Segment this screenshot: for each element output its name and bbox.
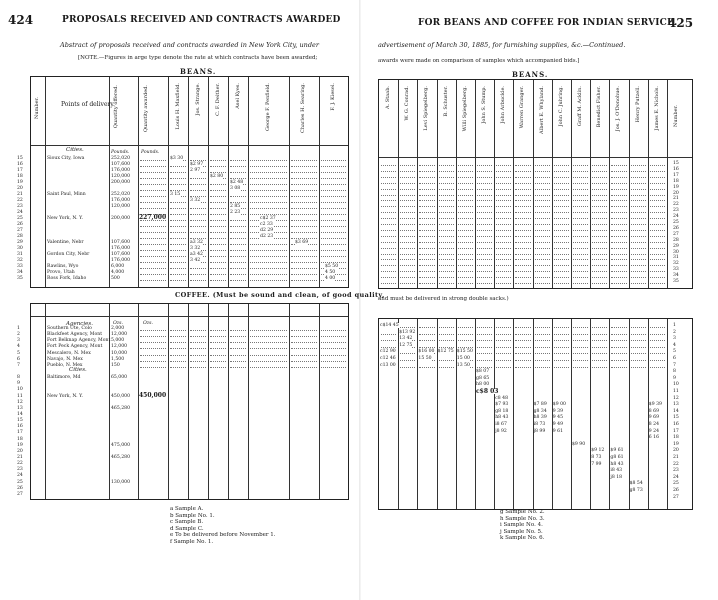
row-number: 20 [673, 448, 679, 454]
row-number: 22 [17, 198, 23, 203]
row-number: 23 [673, 208, 679, 214]
qty-offered: 65,000 [111, 375, 128, 381]
row-number: 29 [673, 243, 679, 249]
row-number: 31 [673, 255, 679, 261]
qty-offered: 5,000 [111, 338, 125, 344]
row-number: 2 [673, 329, 676, 335]
bid-price: a3 42 [190, 252, 203, 257]
bidder-header: Louis H. Maxfield. [175, 83, 181, 130]
right-beans-title: BEANS. [512, 70, 549, 79]
row-number: 8 [673, 369, 676, 375]
row-number: 3 [673, 336, 676, 342]
delivery-point: Gordon City, Nebr [47, 252, 90, 257]
bid-price: 13 42 [399, 336, 413, 342]
delivery-point: Baltimore, Md [47, 375, 81, 381]
left-beans-title: BEANS. [180, 67, 217, 76]
row-number: 27 [17, 228, 23, 233]
unit-label: Pounds. [141, 150, 160, 155]
row-number: 30 [673, 249, 679, 255]
bidder-header: James E. Nichols. [653, 86, 660, 131]
bidder-header: Jos. Strange. [195, 83, 201, 116]
bid-price: 6 16 [648, 435, 660, 441]
row-number: 1 [673, 323, 676, 328]
left-page-number: 424 [8, 13, 34, 27]
bid-price: g8 34 [533, 408, 547, 414]
qty-offered: 200,000 [111, 180, 130, 185]
bidder-header: Benedict Fisher. [596, 86, 603, 128]
row-number: 32 [17, 258, 23, 263]
left-running-head: PROPOSALS RECEIVED AND CONTRACTS AWARDED [62, 15, 341, 25]
row-number: 8 [17, 375, 20, 381]
bid-price: 3 42 [190, 258, 201, 263]
bidder-header: Levi Spiegelberg. [423, 86, 430, 131]
delivery-point: Southern Ute, Colo [47, 326, 92, 331]
unit-label: Ozs. [143, 321, 154, 326]
delivery-point: Navajo, N. Mex [47, 356, 83, 362]
row-number: 6 [673, 356, 676, 361]
row-number: 35 [17, 276, 23, 281]
bid-price: 8 69 [648, 408, 660, 414]
row-number: 20 [17, 448, 23, 454]
row-number: 15 [673, 161, 679, 166]
col-header-points: Points of delivery. [61, 101, 115, 108]
row-number: 5 [17, 350, 20, 356]
right-coffee-note: and must be delivered in strong double sacks.) [378, 296, 509, 302]
bid-price: $7 89 [533, 402, 547, 408]
bid-price: c12 90 [380, 349, 396, 355]
qty-offered: 475,000 [111, 442, 130, 448]
row-number: 17 [673, 428, 679, 434]
bidder-header: Henry Putzell. [634, 86, 641, 123]
row-number: 24 [673, 474, 679, 480]
row-number: 9 [17, 381, 20, 387]
bid-price: j8 92 [495, 428, 507, 434]
bid-price: i8 73 [533, 422, 546, 427]
row-number: 18 [673, 435, 679, 441]
bid-price: c$14 45 [380, 323, 399, 328]
right-page-number: 425 [668, 16, 694, 30]
agencies-label: Agencies. [66, 321, 93, 327]
bid-price: 8 73 [591, 455, 602, 460]
row-number: 30 [17, 246, 23, 251]
row-number: 21 [17, 455, 23, 460]
row-number: 25 [673, 220, 679, 225]
bid-price: 7 99 [591, 461, 602, 467]
qty-offered: 465,280 [111, 405, 130, 411]
qty-offered: 176,000 [111, 168, 130, 173]
bidder-header: Warren Granger. [519, 86, 526, 129]
row-number: 2 [17, 332, 20, 338]
delivery-point: Fort Belknap Agency, Mont [47, 338, 111, 344]
bidder-header: John Arbuckle. [500, 86, 507, 124]
row-number: 25 [673, 481, 679, 487]
row-number: 19 [673, 441, 679, 447]
bid-price: 8 24 [648, 422, 660, 427]
qty-offered: 2,000 [111, 326, 125, 331]
bidder-header: Jos. J. O'Donohue. [615, 86, 622, 132]
bid-price: i8 43 [610, 468, 623, 474]
row-number: 4 [673, 342, 676, 348]
qty-offered: 12,000 [111, 344, 128, 350]
right-beans-table [378, 79, 693, 289]
bidder-header: C. F. Deither. [215, 83, 221, 116]
unit-label: Pounds. [111, 150, 130, 155]
bidder-header: A. Staab. [385, 86, 391, 109]
qty-offered: 252,020 [111, 156, 130, 161]
footnote: c Sample B. [170, 519, 204, 525]
delivery-point: Fort Peck Agency, Mont [47, 344, 103, 350]
footnote: b Sample No. 1. [170, 512, 215, 519]
row-number: 25 [17, 479, 23, 485]
bid-price: $16 00 [418, 349, 435, 355]
row-number: 29 [17, 240, 23, 245]
qty-awarded: 227,000 [139, 214, 167, 221]
delivery-point: Ross Fork, Idaho [47, 276, 87, 281]
bid-price: g8 73 [629, 488, 643, 493]
qty-offered: 450,000 [111, 393, 130, 399]
footnote: d Sample C. [170, 525, 204, 532]
bid-price: $13 92 [399, 329, 416, 335]
delivery-point: Saint Paul, Minn [47, 192, 86, 197]
bid-price: $8 07 [476, 369, 490, 375]
footnote: e To be delivered before November 1. [170, 532, 276, 538]
bid-price: $9 90 [572, 441, 586, 447]
right-subtitle: advertisement of March 30, 1885, for furnishing supplies, &c.—Continued. [378, 41, 626, 49]
row-number: 15 [673, 415, 679, 421]
left-footnotes [170, 506, 276, 545]
bid-price: $3 69 [295, 240, 309, 245]
bid-price: d2 23 [260, 234, 274, 239]
right-coffee-table [378, 318, 693, 510]
delivery-point: New York, N. Y. [47, 393, 83, 399]
row-number: 6 [17, 356, 20, 362]
row-number: 31 [17, 252, 23, 257]
bid-price: g8 61 [610, 455, 624, 460]
row-number: 3 [17, 338, 20, 344]
row-number: 14 [673, 408, 679, 414]
row-number: 16 [673, 166, 679, 172]
bid-price: 15 50 [418, 356, 432, 361]
qty-offered: 176,000 [111, 246, 130, 251]
bid-price: c8 48 [495, 395, 508, 401]
bidder-header: Albert E. Whyland. [538, 86, 545, 134]
bid-price: $3 30 [170, 156, 184, 161]
row-number: 16 [17, 162, 23, 167]
row-number: 26 [673, 488, 679, 493]
footnote: k Sample No. 6. [500, 535, 545, 541]
row-number: 19 [673, 184, 679, 190]
bid-price: g8 65 [476, 375, 490, 381]
left-coffee-title: COFFEE. (Must be sound and clean, of good quality, [175, 291, 385, 299]
bid-price: $8 54 [629, 481, 643, 487]
bidder-header: W. G. Conrad. [404, 86, 411, 121]
delivery-point: Rawlins, Wyo [47, 264, 79, 269]
bid-price: $12 75 [437, 349, 454, 355]
bid-price: $9 39 [648, 402, 662, 408]
left-note: [NOTE.—Figures in arge type denote the rate at which contracts have been awarded; [78, 55, 318, 61]
bid-price: 2 85 [230, 204, 241, 209]
right-footnotes [500, 509, 545, 542]
bid-price: a3 32 [190, 240, 203, 245]
bid-price: 9 61 [552, 428, 564, 434]
row-number: 16 [673, 422, 679, 427]
row-number: 22 [673, 461, 679, 467]
bid-price: 13 50 [456, 362, 470, 368]
qty-offered: 12,000 [111, 332, 128, 338]
qty-offered: 200,000 [111, 216, 130, 221]
qty-awarded: 450,000 [139, 391, 167, 399]
unit-label: Ozs. [113, 321, 124, 326]
qty-offered: 4,000 [111, 270, 125, 275]
bid-price: 2 97 [190, 168, 201, 173]
bid-price: 15 00 [456, 356, 470, 361]
bid-price: 3 15 [170, 192, 181, 197]
row-number: 12 [17, 399, 23, 405]
bid-price: 3 32 [190, 246, 201, 251]
bid-price: 4 50 [325, 270, 336, 275]
bid-price: 3 32 [190, 198, 201, 203]
row-number: 26 [673, 225, 679, 231]
qty-offered: 10,000 [111, 350, 128, 356]
row-number: 33 [17, 264, 23, 269]
left-subtitle: Abstract of proposals received and contracts awarded in New York City, under [60, 41, 319, 49]
row-number: 34 [17, 270, 23, 275]
row-number: 23 [17, 204, 23, 209]
bid-price: c2 33 [260, 222, 273, 227]
row-number: 18 [17, 436, 23, 442]
row-number: 1 [17, 326, 20, 331]
bid-price: 9 69 [648, 415, 660, 421]
row-number: 20 [673, 190, 679, 196]
bid-price: c$8 03 [476, 388, 499, 395]
right-note: awards were made on comparison of samples which accompanied bids.] [378, 58, 580, 64]
cities-label: Cities. [69, 367, 87, 373]
row-number: 4 [17, 344, 20, 350]
bid-price: $7 93 [495, 402, 509, 408]
row-number: 34 [673, 273, 679, 279]
bid-price: i8 67 [495, 422, 507, 427]
row-number: 13 [17, 405, 23, 411]
bidder-header: F. J. Kiesel. [330, 83, 336, 111]
col-header-qty-awarded: Quantity awarded. [143, 85, 149, 133]
footnote: g Sample No. 2. [500, 509, 545, 515]
row-number: 28 [17, 234, 23, 239]
bid-price: 3 08 [230, 186, 241, 191]
qty-offered: 107,600 [111, 240, 130, 245]
row-number: 25 [17, 216, 23, 221]
row-number: 5 [673, 349, 676, 355]
row-number: 35 [673, 279, 679, 284]
bidder-header: George F. Penfield. [265, 83, 271, 131]
footnote: i Sample No. 4. [500, 522, 543, 528]
row-number: 20 [17, 186, 23, 191]
row-number: 32 [673, 261, 679, 267]
bid-price: 4 00 [325, 276, 336, 281]
qty-offered: 120,000 [111, 204, 130, 209]
row-number: 24 [17, 210, 23, 215]
qty-offered: 107,600 [111, 252, 130, 257]
qty-offered: 120,000 [111, 174, 130, 179]
col-header-number: Number. [34, 97, 40, 119]
qty-offered: 500 [111, 276, 120, 281]
bid-price: 9 24 [648, 428, 660, 434]
bid-price: c12 46 [380, 356, 396, 361]
bid-price: $2 97 [190, 162, 204, 167]
row-number: 26 [17, 485, 23, 491]
qty-offered: 130,000 [111, 479, 130, 485]
bid-price: j8 99 [533, 428, 546, 434]
bid-price: $15 50 [456, 349, 473, 355]
row-number: 14 [17, 411, 23, 417]
bidder-header: Charles H. Searing. [300, 83, 306, 134]
left-coffee-table [17, 303, 349, 500]
bid-price: h8 43 [495, 415, 509, 421]
page-gutter [359, 0, 361, 600]
col-header-qty-offered: Quantity offered. [113, 85, 119, 129]
row-number: 21 [17, 192, 23, 197]
bid-price: $2 48 [230, 180, 244, 185]
bid-price: c$2 37 [260, 216, 276, 221]
bid-price: h8 43 [610, 461, 624, 467]
row-number: 17 [17, 168, 23, 173]
bidder-header: John C. Juhring. [557, 86, 564, 127]
row-number: 27 [17, 491, 23, 497]
footnote: j Sample No. 5. [500, 528, 543, 535]
row-number: 23 [17, 467, 23, 473]
row-number: 9 [673, 375, 676, 381]
right-running-head: FOR BEANS AND COFFEE FOR INDIAN SERVICE. [418, 18, 678, 28]
row-number: 21 [673, 455, 679, 460]
qty-offered: 107,600 [111, 162, 130, 167]
row-number: 12 [673, 395, 679, 401]
delivery-point: Valentine, Nebr [47, 240, 84, 245]
bid-price: $2 80 [210, 174, 224, 179]
bid-price: $9 12 [591, 448, 605, 454]
row-number: 27 [673, 494, 679, 500]
bidder-header: John S. Stump. [481, 86, 487, 124]
delivery-point: Mescalero, N. Mex [47, 350, 91, 356]
bid-price: 12 75 [399, 342, 413, 348]
bid-price: d2 29 [260, 228, 274, 233]
row-number: 19 [17, 442, 23, 448]
bid-price: g8 18 [495, 408, 509, 414]
row-number: 33 [673, 267, 679, 273]
row-number: 10 [673, 382, 679, 388]
cities-label: Cities. [66, 147, 84, 153]
row-number: 17 [17, 430, 23, 436]
bidder-header: Graff M. Acklin. [577, 86, 583, 127]
row-number: 27 [673, 231, 679, 237]
bid-price: h8 39 [533, 415, 547, 421]
col-header-number: Number. [673, 105, 679, 127]
qty-offered: 150 [111, 362, 120, 368]
row-number: 24 [17, 473, 23, 479]
row-number: 11 [17, 393, 23, 399]
row-number: 11 [673, 389, 679, 394]
bid-price: $5 50 [325, 264, 339, 269]
left-beans-table [17, 76, 349, 288]
qty-offered: 176,000 [111, 198, 130, 203]
row-number: 7 [17, 362, 20, 368]
delivery-point: Sioux City, Iowa [47, 156, 85, 161]
bid-price: j8 18 [610, 474, 623, 480]
row-number: 18 [673, 178, 679, 184]
row-number: 7 [673, 362, 676, 368]
footnote: h Sample No. 3. [500, 515, 545, 522]
row-number: 22 [673, 202, 679, 208]
row-number: 15 [17, 418, 23, 424]
delivery-point: Provo, Utah [47, 270, 75, 275]
delivery-point: Blackfeet Agency, Mont [47, 332, 103, 338]
row-number: 24 [673, 214, 679, 220]
bid-price: 9 39 [552, 408, 564, 414]
bidder-header: Asel Kyes. [235, 83, 241, 109]
row-number: 21 [673, 196, 679, 202]
bid-price: c13 00 [380, 362, 396, 368]
qty-offered: 465,280 [111, 455, 130, 460]
row-number: 16 [17, 424, 23, 430]
row-number: 22 [17, 461, 23, 467]
bidder-header: Willi Spiegelberg. [461, 86, 468, 132]
bid-price: $9 61 [610, 448, 624, 454]
bid-price: h8 00 [476, 382, 490, 388]
bidder-header: B. Schuster. [442, 86, 449, 117]
delivery-point: Pueblo, N. Mex [47, 362, 83, 368]
row-number: 15 [17, 156, 23, 161]
row-number: 10 [17, 387, 23, 393]
bid-price: 2 23 [230, 210, 241, 215]
row-number: 23 [673, 468, 679, 474]
footnote: f Sample No. 1. [170, 538, 214, 545]
qty-offered: 1,500 [111, 356, 125, 362]
qty-offered: 6,000 [111, 264, 125, 269]
bid-price: 9 49 [552, 422, 564, 427]
footnote: a Sample A. [170, 506, 204, 512]
row-number: 17 [673, 172, 679, 178]
bid-price: $9 00 [552, 402, 566, 408]
qty-offered: 252,020 [111, 192, 130, 197]
row-number: 28 [673, 237, 679, 243]
row-number: 13 [673, 402, 679, 408]
qty-offered: 176,000 [111, 258, 130, 263]
row-number: 26 [17, 222, 23, 227]
row-number: 18 [17, 174, 23, 179]
bid-price: 9 45 [552, 415, 564, 421]
delivery-point: New York, N. Y. [47, 216, 83, 221]
row-number: 19 [17, 180, 23, 185]
